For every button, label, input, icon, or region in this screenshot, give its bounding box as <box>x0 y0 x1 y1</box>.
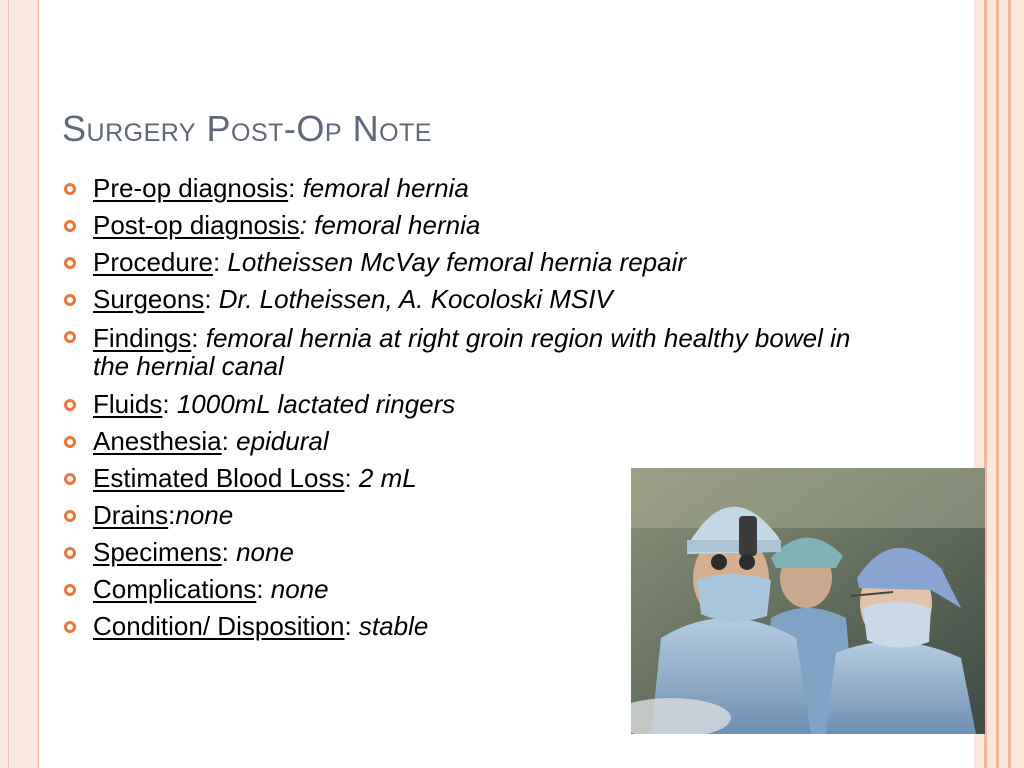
item-label: Condition/ Disposition <box>93 611 345 641</box>
item-value: none <box>236 537 294 567</box>
item-label: Pre-op diagnosis <box>93 173 289 203</box>
item-value: epidural <box>236 426 329 456</box>
item-separator: : <box>162 389 177 419</box>
item-label: Specimens <box>93 537 222 567</box>
bullet-icon <box>64 473 76 485</box>
frame-stripe <box>1008 0 1011 768</box>
item-value: femoral hernia <box>314 210 481 240</box>
item-value: femoral hernia at right groin region with healthy bowel in the hernial canal <box>93 323 851 381</box>
item-separator: : <box>344 463 359 493</box>
item-label: Post-op diagnosis <box>93 210 300 240</box>
item-separator: : <box>256 574 271 604</box>
list-item <box>62 389 862 419</box>
item-label: Anesthesia <box>93 426 222 456</box>
item-separator: : <box>344 611 359 641</box>
item-separator: : <box>299 210 315 240</box>
item-value: 1000mL lactated ringers <box>176 389 456 419</box>
item-value: none <box>270 574 329 604</box>
surgeons-illustration <box>631 468 985 734</box>
slide-frame-left <box>0 0 39 768</box>
bullet-icon <box>64 510 76 522</box>
item-separator: : <box>288 173 303 203</box>
item-label: Complications <box>93 574 257 604</box>
bullet-icon <box>64 294 76 306</box>
list-item <box>62 210 862 240</box>
item-value: Dr. Lotheissen, A. Kocoloski MSIV <box>218 284 613 314</box>
item-value: 2 mL <box>358 463 417 493</box>
item-value: stable <box>358 611 429 641</box>
frame-stripe <box>996 0 999 768</box>
item-value: none <box>175 500 234 530</box>
surgeons-photo <box>631 468 985 734</box>
list-item <box>62 426 862 456</box>
item-value: femoral hernia <box>302 173 469 203</box>
bullet-icon <box>64 547 76 559</box>
slide-title: Surgery Post-Op Note <box>62 108 432 149</box>
bullet-icon <box>64 257 76 269</box>
bullet-icon <box>64 584 76 596</box>
list-item <box>62 247 862 277</box>
list-item <box>62 173 862 203</box>
bullet-icon <box>64 331 76 343</box>
list-item <box>62 284 862 314</box>
bullet-icon <box>64 436 76 448</box>
item-separator: : <box>204 284 219 314</box>
item-label: Fluids <box>93 389 163 419</box>
item-label: Surgeons <box>93 284 205 314</box>
bullet-icon <box>64 183 76 195</box>
item-label: Procedure <box>93 247 213 277</box>
list-item <box>62 324 862 380</box>
item-label: Estimated Blood Loss <box>93 463 345 493</box>
item-separator: : <box>191 323 206 353</box>
bullet-icon <box>64 220 76 232</box>
item-separator: : <box>221 426 237 456</box>
item-separator: : <box>212 247 228 277</box>
item-label: Findings <box>93 323 192 353</box>
item-separator: : <box>221 537 237 567</box>
item-separator: : <box>168 500 176 530</box>
bullet-icon <box>64 621 76 633</box>
bullet-icon <box>64 399 76 411</box>
item-value: Lotheissen McVay femoral hernia repair <box>227 247 687 277</box>
item-label: Drains <box>93 500 169 530</box>
